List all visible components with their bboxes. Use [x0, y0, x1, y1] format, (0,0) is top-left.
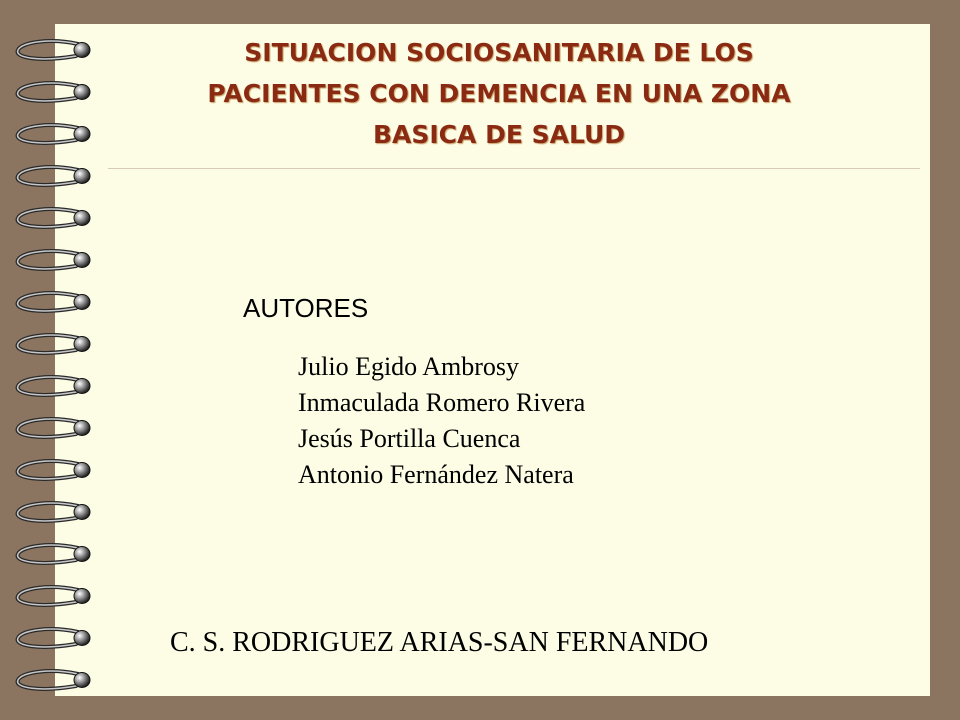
page-title — [108, 32, 890, 155]
spiral-ring-icon — [0, 456, 110, 484]
authors-label: AUTORES — [243, 293, 369, 323]
title-line-2: PACIENTES CON DEMENCIA EN UNA ZONA — [207, 79, 791, 108]
spiral-ring-icon — [0, 372, 110, 400]
spiral-ring-icon — [0, 666, 110, 694]
author-name: Julio Egido Ambrosy — [298, 352, 520, 381]
spiral-ring-icon — [0, 288, 110, 316]
author-name: Inmaculada Romero Rivera — [298, 388, 586, 417]
title-line-1: SITUACION SOCIOSANITARIA DE LOS — [244, 38, 754, 67]
spiral-ring-icon — [0, 246, 110, 274]
spiral-ring-icon — [0, 498, 110, 526]
health-center-name: C. S. RODRIGUEZ ARIAS-SAN FERNANDO — [170, 627, 709, 658]
spiral-ring-icon — [0, 162, 110, 190]
spiral-ring-icon — [0, 330, 110, 358]
spiral-ring-icon — [0, 78, 110, 106]
spiral-ring-icon — [0, 120, 110, 148]
title-divider — [108, 168, 920, 169]
spiral-ring-icon — [0, 624, 110, 652]
authors-list — [298, 349, 585, 493]
author-name: Jesús Portilla Cuenca — [298, 424, 521, 453]
spiral-ring-icon — [0, 36, 110, 64]
spiral-ring-icon — [0, 204, 110, 232]
author-name: Antonio Fernández Natera — [298, 460, 574, 489]
spiral-ring-icon — [0, 582, 110, 610]
title-line-3: BASICA DE SALUD — [372, 120, 626, 149]
spiral-ring-icon — [0, 540, 110, 568]
spiral-ring-icon — [0, 414, 110, 442]
